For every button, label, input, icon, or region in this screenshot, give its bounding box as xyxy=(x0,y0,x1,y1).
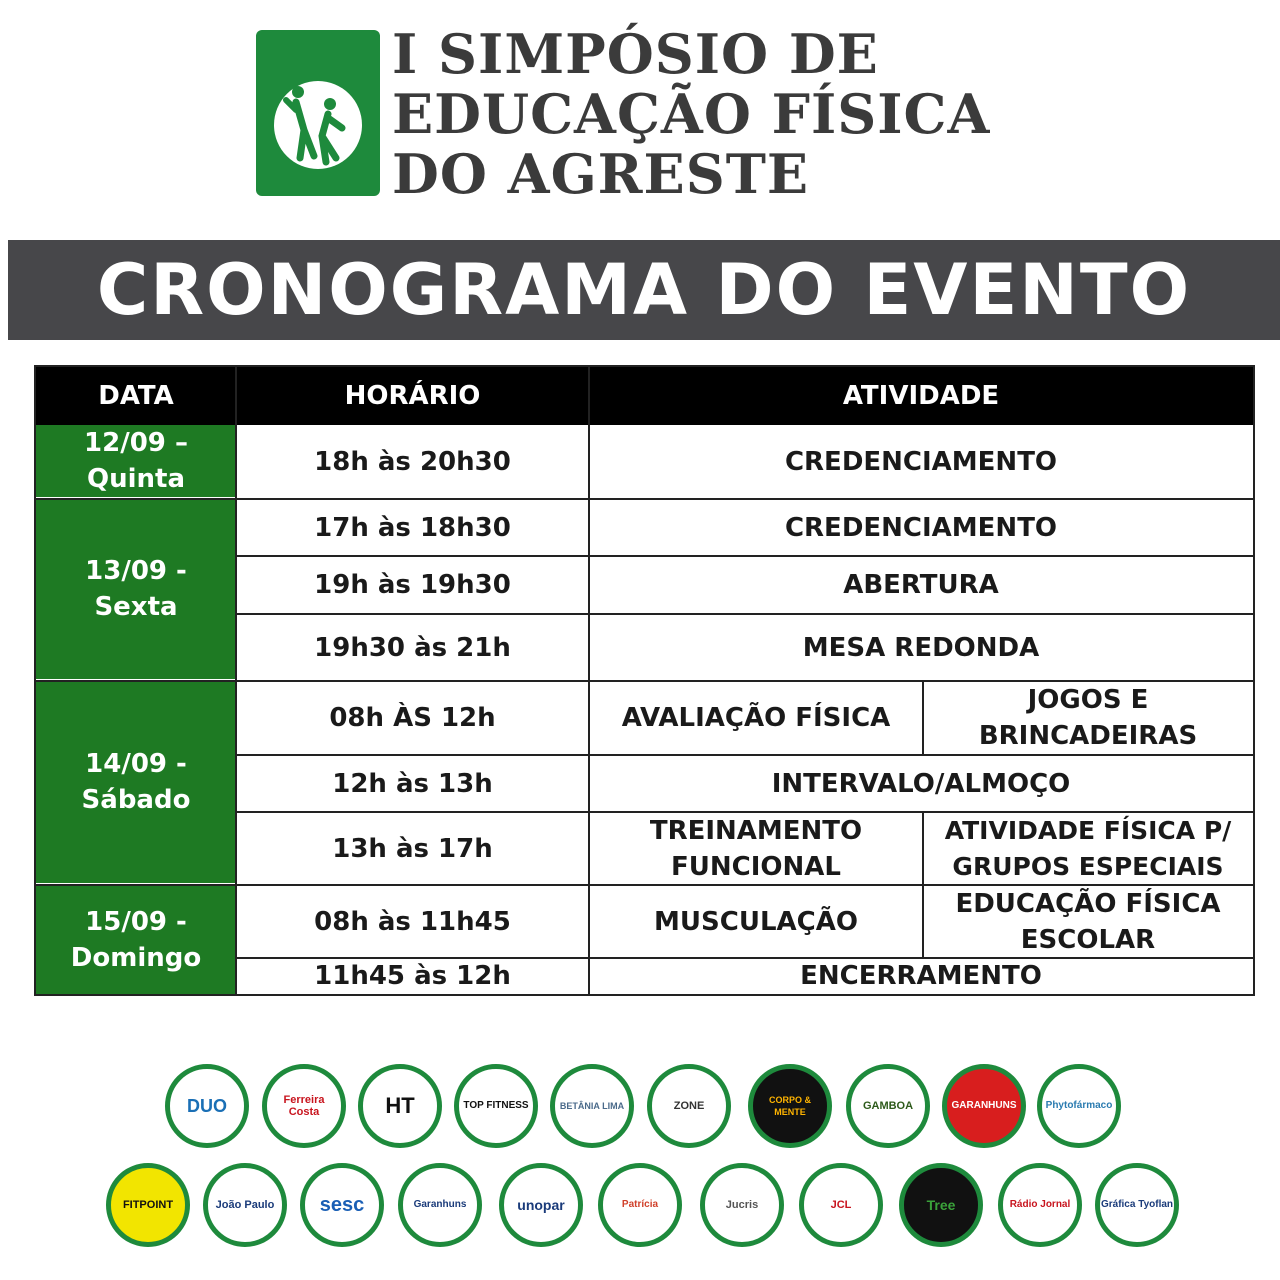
activity-cell: MUSCULAÇÃO xyxy=(654,906,858,937)
activity-cell: AVALIAÇÃO FÍSICA xyxy=(621,703,891,733)
activity-cell: CREDENCIAMENTO xyxy=(784,447,1058,477)
row-divider xyxy=(236,957,1253,959)
date-cell-4 xyxy=(36,885,236,994)
schedule-table xyxy=(34,365,1255,996)
activity-cell: ENCERRAMENTO xyxy=(800,961,1042,991)
activity-cell: CREDENCIAMENTO xyxy=(784,512,1058,543)
sponsor-logo: Jucris xyxy=(700,1163,784,1247)
time-cell: 08h às 11h45 xyxy=(314,906,511,937)
activity-cell: ABERTURA xyxy=(843,570,999,600)
sponsor-logo: FITPOINT xyxy=(106,1163,190,1247)
athletes-icon xyxy=(256,30,380,196)
sponsor-logo: unopar xyxy=(499,1163,583,1247)
date-label: 13/09 - xyxy=(85,556,187,586)
weekday-label: Sexta xyxy=(94,592,178,622)
sponsor-logo: TOP FITNESS xyxy=(454,1064,538,1148)
symposium-logo xyxy=(256,30,380,196)
sponsor-logo: ZONE xyxy=(647,1064,731,1148)
time-cell: 11h45 às 12h xyxy=(314,961,511,991)
title-line-3: DO AGRESTE xyxy=(392,142,810,206)
sponsor-logo: CORPO & MENTE xyxy=(748,1064,832,1148)
activity-cell: EDUCAÇÃO FÍSICA ESCOLAR xyxy=(955,888,1221,955)
date-label: 14/09 - xyxy=(85,749,187,779)
sponsor-logo: BETÂNIA LIMA xyxy=(550,1064,634,1148)
row-divider xyxy=(236,555,1253,557)
time-cell: 08h ÀS 12h xyxy=(329,703,496,733)
date-cell-1 xyxy=(36,425,236,497)
weekday-label: Sábado xyxy=(81,785,191,815)
banner-title: CRONOGRAMA DO EVENTO xyxy=(96,249,1192,331)
weekday-label: Quinta xyxy=(86,464,185,494)
header-time: HORÁRIO xyxy=(236,367,589,425)
sponsor-logo: JCL xyxy=(799,1163,883,1247)
date-cell-3 xyxy=(36,681,236,883)
sponsor-logo: sesc xyxy=(300,1163,384,1247)
activity-cell: MESA REDONDA xyxy=(802,632,1040,663)
sponsor-logo: Garanhuns xyxy=(398,1163,482,1247)
time-cell: 17h às 18h30 xyxy=(314,512,511,543)
row-divider xyxy=(236,613,1253,615)
time-cell: 19h às 19h30 xyxy=(314,570,511,600)
row-divider xyxy=(36,498,1253,500)
sponsor-logo: GAMBOA xyxy=(846,1064,930,1148)
row-divider xyxy=(236,811,1253,813)
title-line-2: EDUCAÇÃO FÍSICA xyxy=(392,82,991,146)
date-cell-2 xyxy=(36,499,236,679)
header-date: DATA xyxy=(36,367,236,425)
sponsor-logo: DUO xyxy=(165,1064,249,1148)
sponsor-logo: Rádio Jornal xyxy=(998,1163,1082,1247)
sponsor-logo: Gráfica Tyoflan xyxy=(1095,1163,1179,1247)
column-divider xyxy=(922,681,924,755)
date-label: 15/09 - xyxy=(85,906,187,937)
symposium-title xyxy=(392,24,1052,204)
row-divider xyxy=(236,754,1253,756)
time-cell: 13h às 17h xyxy=(332,833,493,864)
schedule-banner xyxy=(8,240,1280,340)
date-label: 12/09 – xyxy=(84,428,188,458)
sponsor-logo: Tree xyxy=(899,1163,983,1247)
time-cell: 12h às 13h xyxy=(332,768,493,799)
weekday-label: Domingo xyxy=(70,942,202,973)
activity-cell: TREINAMENTO FUNCIONAL xyxy=(649,815,863,882)
time-cell: 19h30 às 21h xyxy=(314,632,511,663)
activity-cell: ATIVIDADE FÍSICA P/ GRUPOS ESPECIAIS xyxy=(944,815,1232,881)
row-divider xyxy=(36,884,1253,886)
sponsor-logo: GARANHUNS xyxy=(942,1064,1026,1148)
sponsor-logo: Phytofármaco xyxy=(1037,1064,1121,1148)
sponsor-logo: HT xyxy=(358,1064,442,1148)
title-line-1: I SIMPÓSIO DE xyxy=(392,22,879,86)
sponsor-logo: Ferreira Costa xyxy=(262,1064,346,1148)
sponsor-logo: João Paulo xyxy=(203,1163,287,1247)
header-activity: ATIVIDADE xyxy=(589,367,1253,425)
time-cell: 18h às 20h30 xyxy=(314,447,511,477)
row-divider xyxy=(36,680,1253,682)
activity-cell: JOGOS E BRINCADEIRAS xyxy=(978,685,1198,751)
activity-cell: INTERVALO/ALMOÇO xyxy=(771,768,1071,799)
sponsor-logo: Patrícia xyxy=(598,1163,682,1247)
